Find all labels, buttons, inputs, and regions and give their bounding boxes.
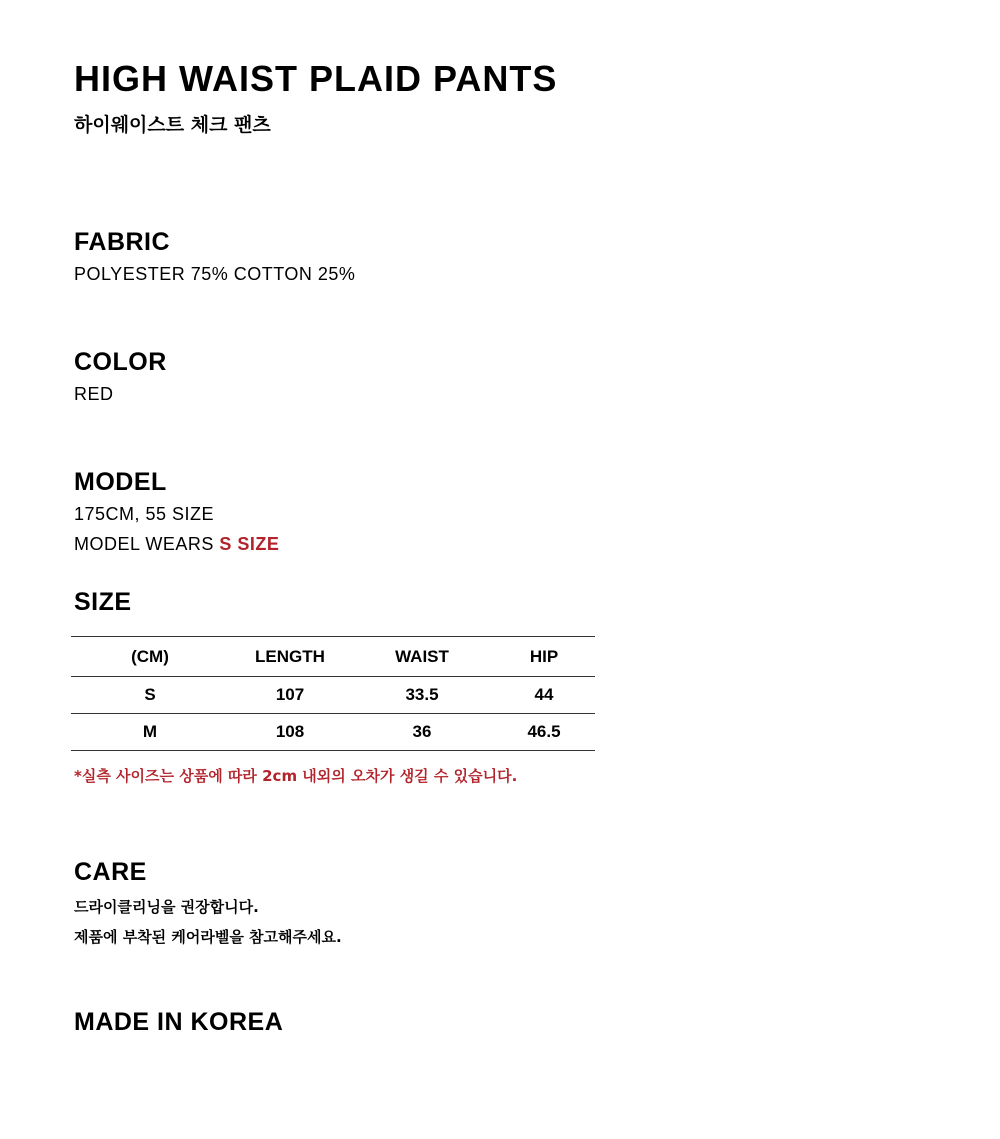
length-cell: 107	[229, 677, 351, 714]
care-line-dry-clean: 드라이클리닝을 권장합니다.	[74, 898, 259, 916]
size-heading: SIZE	[74, 588, 132, 616]
product-title: HIGH WAIST PLAID PANTS	[74, 58, 558, 99]
model-wears-prefix: MODEL WEARS	[74, 534, 214, 554]
color-heading: COLOR	[74, 348, 167, 376]
model-wears-size: S SIZE	[219, 534, 280, 554]
waist-cell: 36	[351, 714, 493, 751]
care-heading: CARE	[74, 858, 147, 886]
color-value: RED	[74, 384, 114, 404]
model-wears-line	[74, 534, 279, 555]
made-in-korea: MADE IN KOREA	[74, 1008, 284, 1036]
model-heading: MODEL	[74, 468, 167, 496]
column-header-hip: HIP	[493, 637, 595, 677]
size-label-cell: M	[71, 714, 229, 751]
size-table-header-row	[71, 637, 595, 677]
model-info: 175CM, 55 SIZE	[74, 504, 215, 524]
size-label-cell: S	[71, 677, 229, 714]
care-line-label: 제품에 부착된 케어라벨을 참고해주세요.	[74, 928, 342, 946]
size-table	[71, 636, 595, 751]
length-cell: 108	[229, 714, 351, 751]
column-header-unit: (CM)	[71, 637, 229, 677]
size-measurement-note: *실측 사이즈는 상품에 따라 2cm 내외의 오차가 생길 수 있습니다.	[74, 767, 518, 785]
column-header-waist: WAIST	[351, 637, 493, 677]
waist-cell: 33.5	[351, 677, 493, 714]
product-subtitle-korean: 하이웨이스트 체크 팬츠	[74, 114, 271, 136]
table-row	[71, 677, 595, 714]
fabric-value: POLYESTER 75% COTTON 25%	[74, 264, 356, 284]
table-row	[71, 714, 595, 751]
column-header-length: LENGTH	[229, 637, 351, 677]
hip-cell: 46.5	[493, 714, 595, 751]
fabric-heading: FABRIC	[74, 228, 171, 256]
hip-cell: 44	[493, 677, 595, 714]
